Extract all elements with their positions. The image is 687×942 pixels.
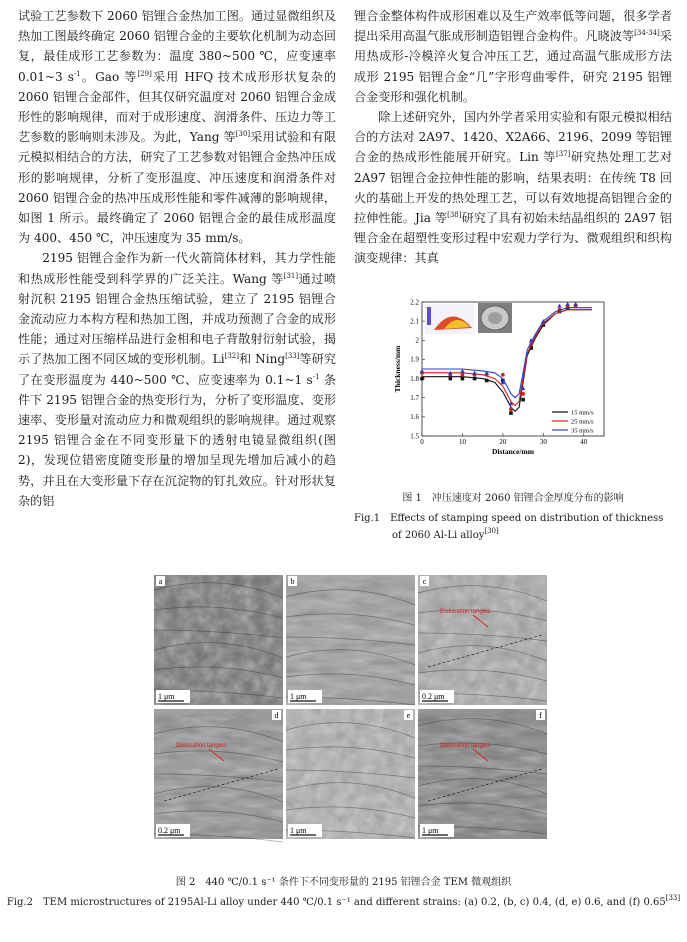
- annotation-label: Dislocation tangles: [440, 743, 491, 749]
- figure-2-tem-grid: [154, 575, 547, 839]
- tem-panel-e: [286, 709, 415, 839]
- data-point: [509, 407, 513, 411]
- figure-1-caption-en-label: Fig.1: [354, 513, 381, 524]
- panel-label: a: [158, 577, 163, 586]
- paragraph-text: 采用试验和有限元模拟相结合的方法，研究了工艺参数对铝锂合金热冲压成形的影响规律，分析了变形温度、冲压速度和润滑条件对 2060 铝锂合金的热冲压成形性能和零件减薄的影响规律，如图 1 所示。最终确定了 2060 铝锂合金的最佳成形温度为 400、450 ℃，冲压速度为 35 mm/s。: [18, 130, 336, 246]
- x-tick-label: 40: [580, 438, 588, 446]
- y-axis-label: Thickness/mm: [393, 345, 402, 393]
- citation-ref: [34-34]: [634, 29, 660, 38]
- data-point: [420, 377, 424, 381]
- paragraph-text: 通过喷射沉积 2195 铝锂合金热压缩试验，建立了 2195 铝锂合金流动应力本构方程和热加工图，并成功预测了合金的成形性能；通过对压缩样品进行金相和电子背散射衍射试验，揭示了热加工图不同区域的变形机制。Li: [18, 271, 336, 367]
- y-tick-label: 1.9: [410, 355, 419, 364]
- paragraph-text: 研究热处理工艺对 2A97 铝锂合金拉伸性能的影响，结果表明：在传统 T8 回火的基础上开发的热处理工艺，可以有效地提高铝锂合金的拉伸性能。Jia 等: [354, 150, 672, 226]
- inset-color-scale: [427, 307, 431, 325]
- y-tick-label: 1.8: [410, 374, 419, 383]
- y-tick-label: 1.7: [410, 394, 419, 403]
- data-point: [501, 373, 505, 377]
- y-tick-label: 1.6: [410, 413, 419, 422]
- tem-panel-f: [418, 709, 547, 839]
- paragraph-text: 和 Ning: [238, 352, 286, 367]
- tem-panel-a: [154, 575, 283, 705]
- legend-label: 25 mm/s: [571, 418, 594, 426]
- panel-label: c: [422, 577, 427, 586]
- panel-label: f: [539, 711, 542, 720]
- figure-2-caption-ref: [33]: [665, 894, 681, 902]
- x-tick-label: 20: [499, 438, 507, 446]
- inset-part-photo-cup-inner: [488, 312, 502, 324]
- citation-ref: [38]: [447, 211, 462, 220]
- tem-panel-c: [418, 575, 547, 705]
- scale-bar-label: 0.2 μm: [158, 826, 181, 835]
- figure-2-caption-zh: 图 2 440 ℃/0.1 s⁻¹ 条件下不同变形量的 2195 铝锂合金 TEM 微观组织: [175, 877, 512, 888]
- panel-label: e: [406, 711, 411, 720]
- x-tick-label: 10: [458, 438, 466, 446]
- panel-label: b: [290, 577, 295, 586]
- citation-ref: -1: [73, 69, 81, 78]
- citation-ref: [30]: [235, 130, 251, 139]
- tem-image-texture: [418, 709, 547, 839]
- figure-1-caption-zh: 图 1 冲压速度对 2060 铝锂合金厚度分布的影响: [402, 493, 624, 504]
- x-tick-label: 30: [539, 438, 547, 446]
- citation-ref: [37]: [555, 150, 571, 159]
- scale-bar-label: 1 μm: [158, 692, 175, 701]
- paragraph-text: 采用热成形-冷模淬火复合冲压工艺，通过高温气胀成形方法成形 2195 铝锂合金“几”字形弯曲零件，研究 2195 铝锂合金变形和强化机制。: [354, 29, 672, 104]
- x-axis-label: Distance/mm: [491, 447, 535, 456]
- legend-label: 35 mm/s: [571, 427, 594, 435]
- figure-2-caption-en: [0, 895, 687, 911]
- data-point: [509, 411, 513, 415]
- left-column: [18, 6, 336, 511]
- tem-panel-b: [286, 575, 415, 705]
- legend-label: 15 mm/s: [571, 409, 594, 417]
- data-point: [473, 377, 477, 381]
- paragraph-text: 除上述研究外，国内外学者采用实验和有限元模拟相结合的方法对 2A97、1420、X2A66、2196、2099 等铝锂合金的热成形性能展开研究。Lin 等: [354, 110, 672, 165]
- figure-2-caption-en-text: Fig.2 TEM microstructures of 2195Al-Li alloy under 440 ℃/0.1 s⁻¹ and different strains: (a) 0.2, (b, c) 0.4, (d, e) 0.6, and (f) 0.65: [6, 897, 666, 908]
- paragraph-text: 研究了具有初始未结晶组织的 2A97 铝锂合金在超塑性变形过程中宏观力学行为、微观组织和织构演变规律：其真: [354, 211, 672, 266]
- figure-1-chart: [392, 292, 620, 456]
- right-column-paragraph: [354, 107, 672, 269]
- citation-ref: -1: [312, 372, 320, 381]
- data-point: [521, 398, 525, 402]
- citation-ref: [29]: [137, 69, 152, 78]
- right-column-paragraph: [354, 6, 672, 107]
- right-column: [354, 6, 672, 269]
- scale-bar-label: 1 μm: [290, 826, 307, 835]
- figure-1-caption-en: [354, 510, 672, 544]
- tem-image-texture: [286, 709, 415, 839]
- paragraph-text: 采用 HFQ 技术成形形状复杂的 2060 铝锂合金部件，但其仅研究温度对 2060 铝锂合金成形性的影响规律，而对于成形速度、润滑条件、压边力等工艺参数的影响则未涉及。为此，Yang 等: [18, 69, 337, 145]
- x-tick-label: 0: [420, 438, 424, 446]
- y-tick-label: 2: [415, 336, 419, 345]
- figure-1-caption-en-text: Effects of stamping speed on distribution of thickness of 2060 Al-Li alloy: [390, 513, 664, 541]
- figure-1-caption-ref: [30]: [484, 527, 499, 535]
- data-point: [461, 377, 465, 381]
- y-tick-label: 2.2: [410, 298, 419, 307]
- scale-bar-label: 0.2 μm: [422, 692, 445, 701]
- citation-ref: [31]: [283, 271, 299, 280]
- paragraph-text: 。Gao 等: [80, 69, 138, 84]
- tem-panel-d: [154, 709, 283, 842]
- data-point: [521, 392, 525, 396]
- paragraph-text: 试验工艺参数下 2060 铝锂合金热加工图。通过显微组织及热加工图最终确定 2060 铝锂合金的主要软化机制为动态回复，最佳成形工艺参数为：温度 380~500 ℃，应变速率 0.01~3 s: [18, 9, 336, 84]
- left-column-paragraph: [18, 6, 336, 248]
- data-point: [461, 373, 465, 377]
- paragraph-text: 2195 铝锂合金作为新一代火箭筒体材料，其力学性能和热成形性能受到科学界的广泛关注。Wang 等: [18, 251, 336, 286]
- tem-image-texture: [286, 575, 415, 705]
- y-tick-label: 2.1: [410, 317, 419, 326]
- paragraph-text: 等研究了在变形温度为 440~500 ℃、应变速率为 0.1~1 s: [18, 352, 336, 387]
- scale-bar-label: 1 μm: [422, 826, 439, 835]
- annotation-label: Dislocation tangles: [440, 609, 491, 615]
- paragraph-text: 条件下 2195 铝锂合金的热变形行为，分析了变形温度、变形速率、变形量对流动应力和微观组织的影响规律。通过观察 2195 铝锂合金在不同变形量下的透射电镜显微组织(图 2)，发现位错密度随变形量的增加呈现先增加后减小的趋势，并且在大变形量下存在沉淀物的钉扎效应。针对形状复杂的铝: [18, 372, 336, 508]
- y-tick-label: 1.5: [410, 432, 419, 441]
- left-column-paragraph: [18, 248, 336, 511]
- scale-bar-label: 1 μm: [290, 692, 307, 701]
- data-point: [485, 379, 489, 383]
- citation-ref: [32]: [224, 352, 239, 361]
- panel-label: d: [274, 711, 279, 720]
- paragraph-text: 锂合金整体构件成形困难以及生产效率低等问题，很多学者提出采用高温气胀成形制造铝锂合金构件。凡晓波等: [354, 9, 672, 44]
- data-point: [449, 377, 453, 381]
- annotation-label: Dislocation tangles: [176, 743, 227, 749]
- tem-image-texture: [154, 575, 283, 705]
- citation-ref: [33]: [285, 352, 300, 361]
